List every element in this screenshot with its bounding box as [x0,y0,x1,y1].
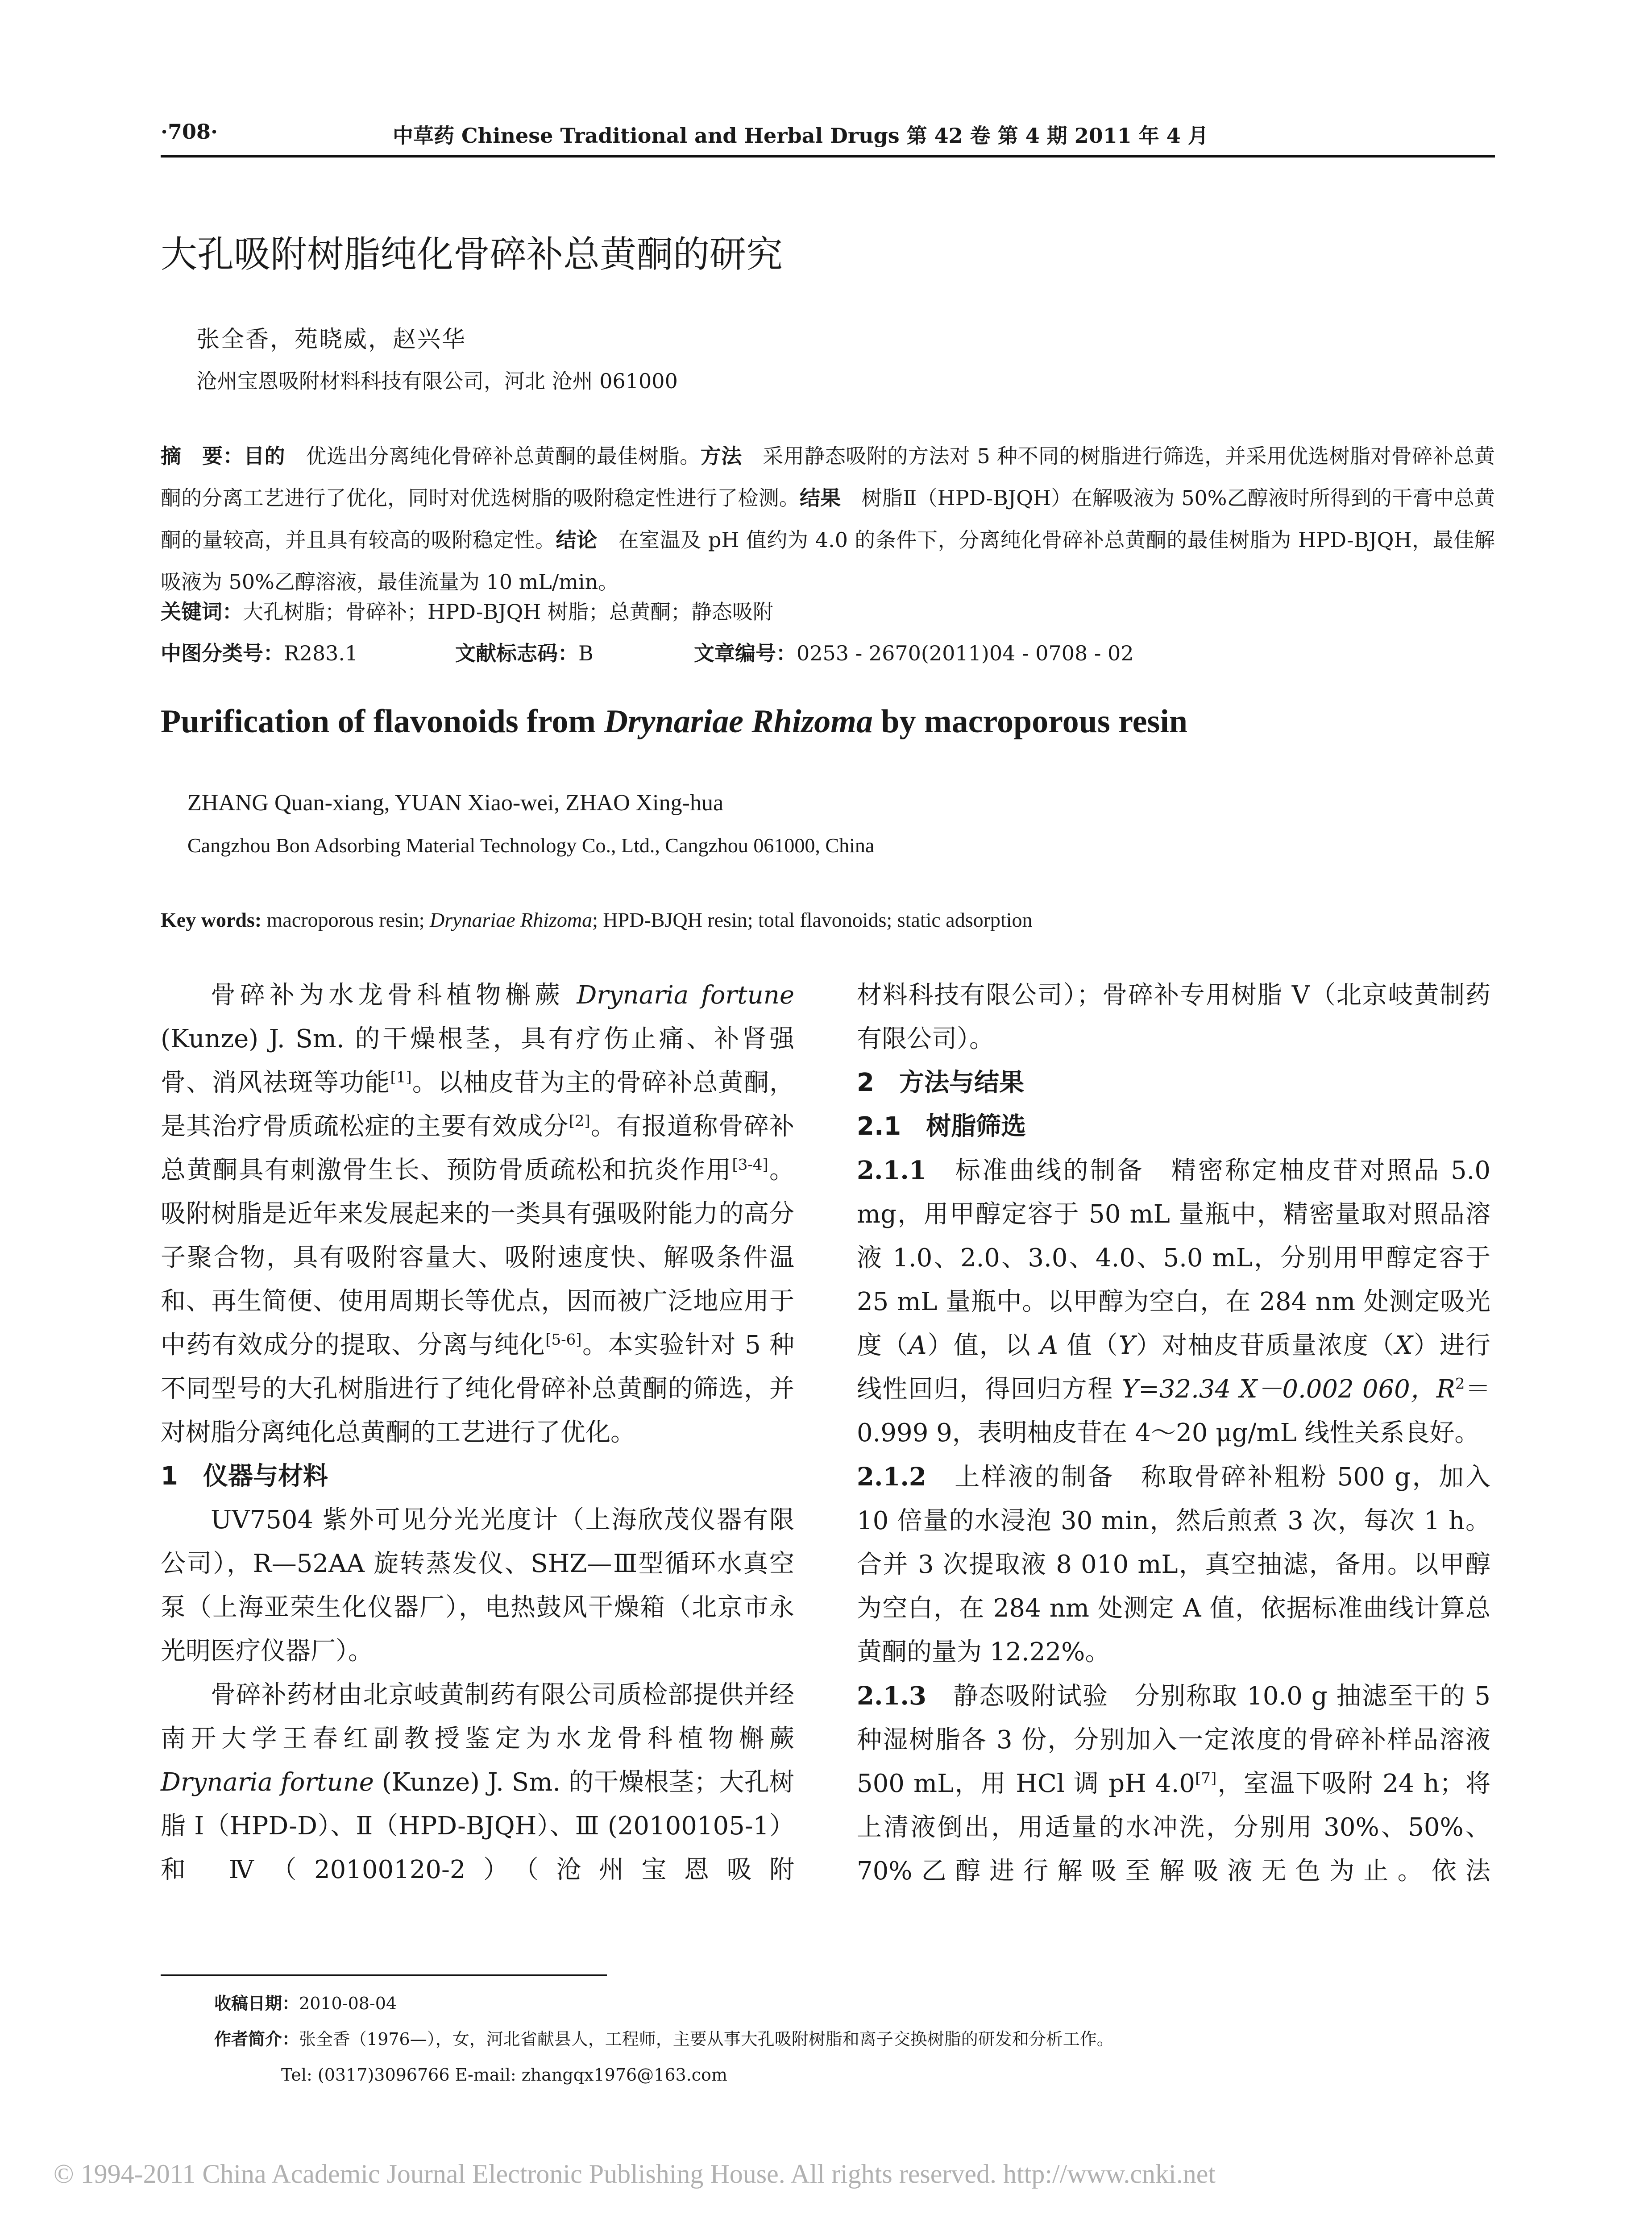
citation: [7] [1195,1769,1217,1787]
journal-info: 中草药 Chinese Traditional and Herbal Drugs 第 42 卷 第 4 期 2011 年 4 月 [393,124,1208,148]
received-date [214,1986,1464,2021]
copyright-watermark: © 1994-2011 China Academic Journal Electronic Publishing House. All rights reserved. http://www.cnki.net [54,2159,1216,2189]
intro-paragraph [161,974,794,1455]
article-label: 文章编号： [694,641,797,665]
keywords-cn [161,596,1495,625]
keywords-cn-text: 大孔树脂；骨碎补；HPD-BJQH 树脂；总黄酮；静态吸附 [243,600,774,624]
author-bio-text: 张全香（1976—），女，河北省献县人，工程师，主要从事大孔吸附树脂和离子交换树脂的研发和分析工作。 [299,2029,1114,2049]
species-name: Drynaria fortune [577,981,794,1010]
text: 骨碎补药材由北京岐黄制药有限公司质检部提供并经南开大学王春红副教授鉴定为水龙骨科植物槲蕨 [161,1680,794,1753]
authors-cn: 张全香，苑晓威，赵兴华 [196,326,467,353]
doc-label: 文献标志码： [455,641,578,665]
author-bio-label: 作者简介： [214,2029,299,2049]
text: ）对柚皮苷质量浓度（ [1135,1331,1395,1360]
footnote-divider [161,1974,607,1976]
title-en-italic: Drynariae Rhizoma [604,703,873,740]
text: 。以柚皮苷为主的骨碎补总黄酮，是其治疗骨质疏松症的主要有效成分 [161,1068,795,1141]
superscript: 2 [1455,1375,1465,1393]
citation: [3-4] [732,1156,768,1174]
abstract-cn [161,435,1495,603]
keywords-en-text1: macroporous resin; [261,908,430,931]
title-en-part1: Purification of flavonoids from [161,703,604,740]
text: (Kunze) J. Sm. 的干燥根茎，具有疗伤止痛、补肾强骨、消风祛斑等功能 [161,1024,794,1097]
materials-continued: 材料科技有限公司）；骨碎补专用树脂 Ⅴ（北京岐黄制药有限公司）。 [857,981,1490,1053]
method-label: 方法 [700,444,742,468]
subsection-title: 标准曲线的制备 [926,1156,1144,1185]
keywords-en-text2: ; HPD-BJQH resin; total flavonoids; static adsorption [592,908,1033,931]
subsection-number: 2.1.2 [857,1462,926,1492]
result-label: 结果 [800,486,841,510]
received-value: 2010-08-04 [299,1994,397,2013]
var: A [909,1331,927,1360]
text: 称取骨碎补粗粉 500 g，加入 10 倍量的水浸泡 30 min，然后煎煮 3 次，每次 1 h。合并 3 次提取液 8 010 mL，真空抽滤，备用。以甲醇为空白，在 284 nm 处测定 A 值，依据标准曲线计算总黄酮的量为 12.22%。 [857,1463,1490,1667]
doc-code [455,637,594,667]
text: 精密称定柚皮苷对照品 5.0 mg，用甲醇定容于 50 mL 量瓶中，精密量取对照品溶液 1.0、2.0、3.0、4.0、5.0 mL，分别用甲醇定容于 25 mL 量瓶中。以甲醇为空白，在 284 nm 处测定吸光度（ [857,1156,1491,1360]
subsection-number: 2.1.3 [857,1681,926,1711]
keywords-en [161,908,1033,932]
text: 。吸附树脂是近年来发展起来的一类具有强吸附能力的高分子聚合物，具有吸附容量大、吸附速度快、解吸条件温和、再生简便、使用周期长等优点，因而被广泛地应用于中药有效成分的提取、分离与纯化 [161,1156,795,1360]
text: ）值，以 [926,1331,1040,1360]
text: 。有报道称骨碎补总黄酮具有刺激骨生长、预防骨质疏松和抗炎作用 [161,1112,795,1185]
abstract-label: 摘 要： [161,444,244,468]
subsection-title: 上样液的制备 [926,1463,1115,1492]
text: 骨碎补为水龙骨科植物槲蕨 [211,981,577,1010]
method-text: 采用静态吸附的方法对 5 种不同的树脂进行筛选，并采用优选树脂对骨碎补总黄酮的分离工艺进行了优化，同时对优选树脂的吸附稳定性进行了检测。 [161,444,1495,510]
keywords-cn-label: 关键词： [161,600,243,624]
citation: [1] [390,1068,412,1086]
body-column-right [857,974,1490,1893]
article-code [694,637,1134,667]
doc-value: B [578,641,594,665]
text: 值（ [1058,1331,1119,1360]
text: 分别称取 10.0 g 抽滤至干的 5 种湿树脂各 3 份，分别加入一定浓度的骨碎补样品溶液 500 mL，用 HCl 调 pH 4.0 [857,1682,1491,1798]
body-column-left [161,974,794,1892]
article-title-en [161,703,1187,741]
keywords-en-italic: Drynariae Rhizoma [430,908,593,931]
affiliation-cn: 沧州宝恩吸附材料科技有限公司，河北 沧州 061000 [196,369,678,393]
section-heading-2: 2 方法与结果 [857,1068,1024,1097]
keywords-en-label: Key words: [161,908,262,931]
objective-text: 优选出分离纯化骨碎补总黄酮的最佳树脂。 [285,444,701,468]
received-label: 收稿日期： [214,1994,299,2013]
section-heading-1: 1 仪器与材料 [161,1462,328,1491]
result-text: 树脂Ⅱ（HPD-BJQH）在解吸液为 50%乙醇液时所得到的干膏中总黄酮的量较高，并且具有较高的吸附稳定性。 [161,486,1495,552]
section-2-1-3 [857,1674,1490,1893]
conclusion-text: 在室温及 pH 值约为 4.0 的条件下，分离纯化骨碎补总黄酮的最佳树脂为 HPD-BJQH，最佳解吸液为 50%乙醇溶液，最佳流量为 10 mL/min。 [161,528,1495,594]
section-2-1-2 [857,1455,1490,1674]
header-divider [161,155,1495,158]
author-contact: Tel: (0317)3096766 E-mail: zhangqx1976@163.com [281,2065,727,2085]
section-2-1-1 [857,1149,1490,1455]
equation: Y=32.34 X－0.002 060，R [1121,1375,1455,1404]
text: (Kunze) J. Sm. 的干燥根茎；大孔树脂 Ⅰ（HPD-D）、Ⅱ（HPD-BJQH）、Ⅲ (20100105-1）和 Ⅳ（20100120-2）（沧州宝恩吸附 [161,1768,794,1884]
text: 。本实验针对 5 种不同型号的大孔树脂进行了纯化骨碎补总黄酮的筛选，并对树脂分离纯化总黄酮的工艺进行了优化。 [161,1331,795,1447]
text: ）进行线性回归，得回归方程 [857,1331,1491,1404]
text: ＝0.999 9，表明柚皮苷在 4～20 μg/mL 线性关系良好。 [857,1375,1490,1447]
authors-en: ZHANG Quan-xiang, YUAN Xiao-wei, ZHAO Xing-hua [187,790,724,816]
text: ，室温下吸附 24 h；将上清液倒出，用适量的水冲洗，分别用 30%、50%、70%乙醇进行解吸至解吸液无色为止。依法 [857,1769,1490,1886]
section-heading-2-1: 2.1 树脂筛选 [857,1112,1026,1141]
objective-label: 目的 [244,444,286,468]
var: A [1040,1331,1058,1360]
subsection-number: 2.1.1 [857,1156,926,1185]
clc-value: R283.1 [284,641,358,665]
page-number: ·708· [161,120,218,144]
title-en-part2: by macroporous resin [872,703,1187,740]
species-name: Drynaria fortune [161,1768,374,1797]
article-value: 0253 - 2670(2011)04 - 0708 - 02 [797,641,1134,665]
var: X [1395,1331,1413,1360]
var: Y [1118,1331,1135,1360]
conclusion-label: 结论 [556,528,598,552]
footnotes [214,1986,1464,2093]
running-header [161,120,1495,155]
citation: [2] [569,1112,590,1130]
citation: [5-6] [545,1331,582,1349]
author-bio [214,2021,1464,2057]
clc-code [161,637,358,667]
instruments-paragraph: UV7504 紫外可见分光光度计（上海欣茂仪器有限公司），R—52AA 旋转蒸发仪、SHZ—Ⅲ型循环水真空泵（上海亚荣生化仪器厂），电热鼓风干燥箱（北京市永光明医疗仪器厂）。 [161,1505,794,1666]
clc-label: 中图分类号： [161,641,284,665]
affiliation-en: Cangzhou Bon Adsorbing Material Technology Co., Ltd., Cangzhou 061000, China [187,834,875,857]
subsection-title: 静态吸附试验 [926,1682,1109,1711]
materials-paragraph [161,1673,794,1892]
article-title-cn: 大孔吸附树脂纯化骨碎补总黄酮的研究 [161,233,783,276]
